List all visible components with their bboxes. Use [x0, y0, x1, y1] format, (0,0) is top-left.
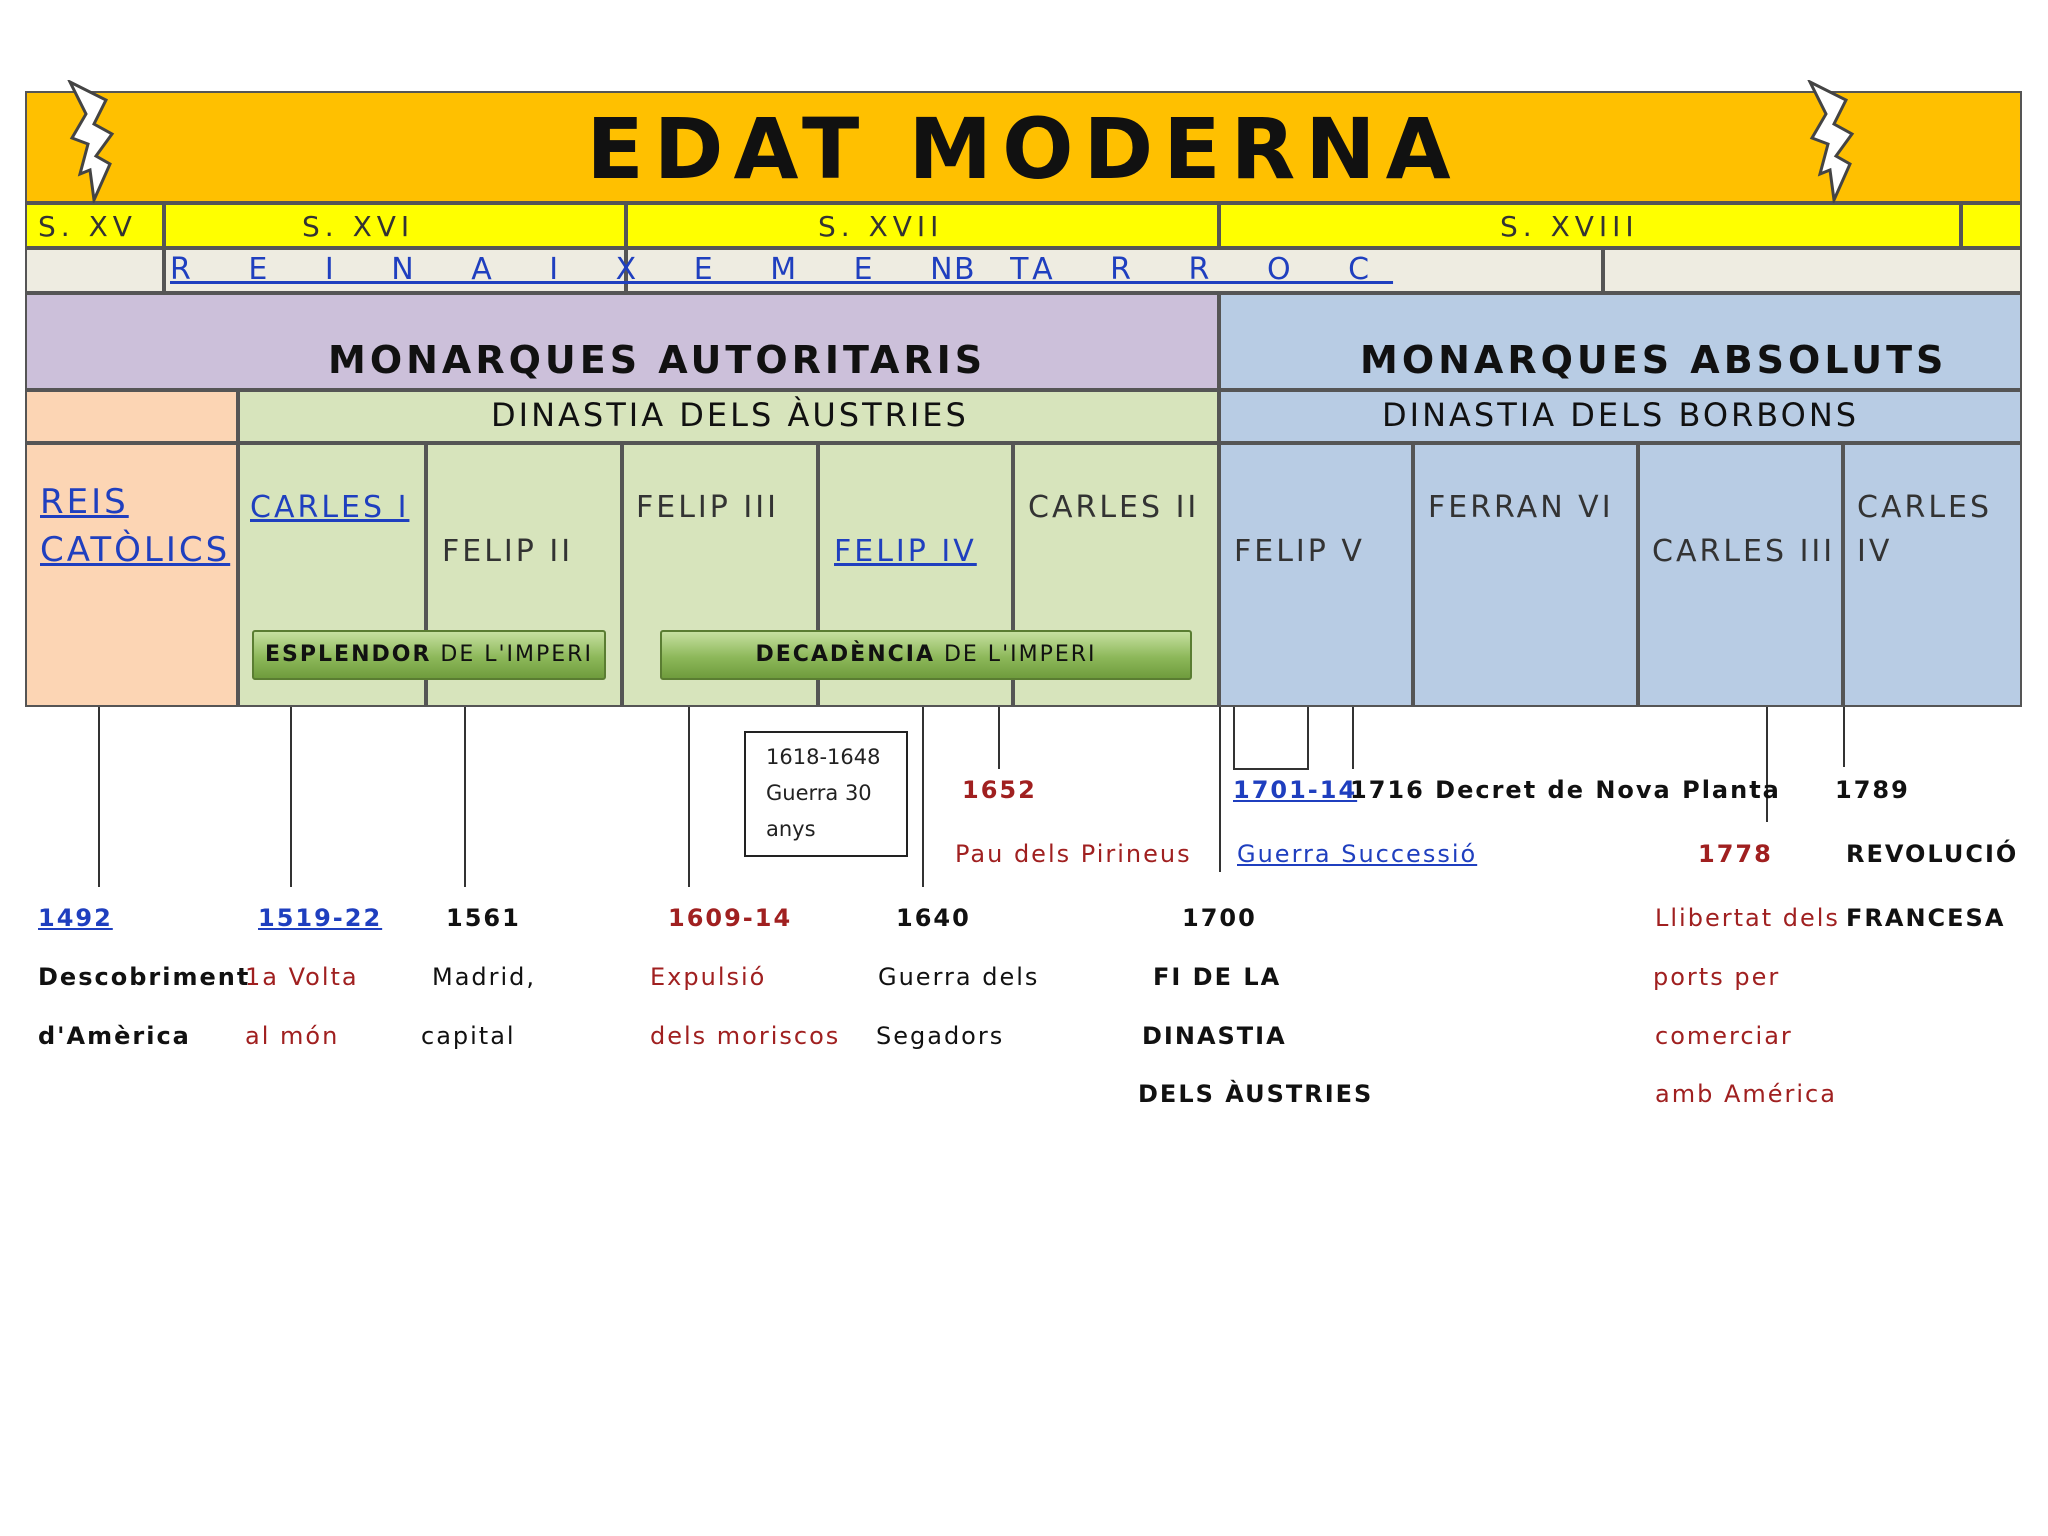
king-cell-ferran6 — [1413, 443, 1638, 707]
decadence-bar — [660, 630, 1192, 680]
king-cell-carles3 — [1638, 443, 1843, 707]
dynasty-label-austries: DINASTIA DELS ÀUSTRIES — [491, 396, 969, 434]
page-title: EDAT MODERNA — [586, 100, 1461, 198]
event-1789-line1: REVOLUCIÓ — [1846, 840, 2019, 868]
king-felip2: FELIP II — [442, 534, 574, 569]
decadence-bold: DECADÈNCIA — [755, 642, 935, 667]
event-1716: 1716 Decret de Nova Planta — [1350, 776, 1781, 804]
event-1700-line1: FI DE LA — [1153, 963, 1282, 991]
century-label-xvi: S. XVI — [302, 210, 415, 243]
king-cell-felip5 — [1219, 443, 1413, 707]
event-1561-line1: Madrid, — [432, 963, 537, 991]
king-carles4-line2: IV — [1857, 534, 1893, 569]
art-label-baroque[interactable]: B A R R O C — [954, 252, 1394, 287]
connector-1778 — [1766, 707, 1768, 822]
art-label-renaissance[interactable]: R E I N A I X E M E N T — [170, 252, 1053, 287]
event-1640-line1: Guerra dels — [878, 963, 1040, 991]
event-1789-year: 1789 — [1835, 776, 1910, 804]
event-1492-year[interactable]: 1492 — [38, 904, 113, 932]
century-label-xv: S. XV — [38, 210, 137, 243]
connector-1652 — [998, 707, 1000, 769]
war30-line2: Guerra 30 — [766, 781, 872, 805]
event-1492-line2: d'Amèrica — [38, 1022, 191, 1050]
event-1609-line1: Expulsió — [650, 963, 767, 991]
event-1640-line2: Segadors — [876, 1022, 1005, 1050]
absolute-label: MONARQUES ABSOLUTS — [1360, 338, 1948, 382]
king-carles2: CARLES II — [1028, 490, 1200, 525]
century-label-xviii: S. XVIII — [1500, 210, 1639, 243]
war30-line1: 1618-1648 — [766, 745, 881, 769]
connector-1716 — [1352, 707, 1354, 769]
connector-1789 — [1843, 707, 1845, 767]
war30-line3: anys — [766, 817, 816, 841]
art-cell-empty — [25, 248, 164, 293]
king-carles4-line1: CARLES — [1857, 490, 1993, 525]
event-1700-year: 1700 — [1182, 904, 1257, 932]
event-1778-line3: comerciar — [1655, 1022, 1793, 1050]
event-1701-year[interactable]: 1701-14 — [1233, 776, 1358, 804]
connector-1492 — [98, 707, 100, 887]
king-reis-line1[interactable]: REIS — [40, 482, 129, 522]
event-1778-year: 1778 — [1698, 840, 1773, 868]
event-1701-line1[interactable]: Guerra Successió — [1237, 840, 1478, 868]
connector-1609 — [688, 707, 690, 887]
century-label-xvii: S. XVII — [818, 210, 944, 243]
event-1789-line2: FRANCESA — [1846, 904, 2006, 932]
king-reis-line2[interactable]: CATÒLICS — [40, 530, 231, 570]
event-1652-line1: Pau dels Pirineus — [955, 840, 1192, 868]
king-cell-carles4 — [1843, 443, 2022, 707]
connector-1640 — [922, 707, 924, 887]
king-felip5: FELIP V — [1234, 534, 1365, 569]
event-1561-line2: capital — [421, 1022, 516, 1050]
dynasty-label-borbons: DINASTIA DELS BORBONS — [1382, 396, 1860, 434]
event-1640-year: 1640 — [896, 904, 971, 932]
event-1778-line4: amb América — [1655, 1080, 1837, 1108]
event-1778-line1: Llibertat dels — [1655, 904, 1840, 932]
splendor-rest: DE L'IMPERI — [431, 642, 593, 667]
art-cell-end — [1603, 248, 2022, 293]
king-felip4[interactable]: FELIP IV — [834, 534, 977, 569]
authoritarian-label: MONARQUES AUTORITARIS — [328, 338, 987, 382]
king-carles3: CARLES III — [1652, 534, 1836, 569]
event-1700-line3: DELS ÀUSTRIES — [1138, 1080, 1374, 1108]
event-1561-year: 1561 — [446, 904, 521, 932]
splendor-bold: ESPLENDOR — [265, 642, 432, 667]
king-carles1[interactable]: CARLES I — [250, 490, 410, 525]
thirty-years-war-box — [744, 731, 908, 857]
century-cell-end — [1961, 203, 2022, 248]
event-1519-line1: 1a Volta — [245, 963, 359, 991]
connector-1561 — [464, 707, 466, 887]
event-1519-year[interactable]: 1519-22 — [258, 904, 383, 932]
king-felip3: FELIP III — [636, 490, 779, 525]
connector-1700 — [1219, 707, 1221, 872]
event-1609-year: 1609-14 — [668, 904, 793, 932]
king-ferran6: FERRAN VI — [1428, 490, 1614, 525]
splendor-bar — [252, 630, 606, 680]
event-1700-line2: DINASTIA — [1142, 1022, 1287, 1050]
event-1778-line2: ports per — [1653, 963, 1781, 991]
lightning-bolt-left-icon — [66, 80, 126, 205]
event-1492-line1: Descobriment — [38, 963, 251, 991]
event-1609-line2: dels moriscos — [650, 1022, 841, 1050]
lightning-bolt-right-icon — [1806, 80, 1866, 205]
connector-1519 — [290, 707, 292, 887]
bracket-1701 — [1233, 707, 1309, 770]
decadence-rest: DE L'IMPERI — [934, 642, 1097, 667]
event-1519-line2: al món — [245, 1022, 340, 1050]
event-1652-year: 1652 — [962, 776, 1037, 804]
dynasty-cell-reis — [25, 390, 238, 443]
